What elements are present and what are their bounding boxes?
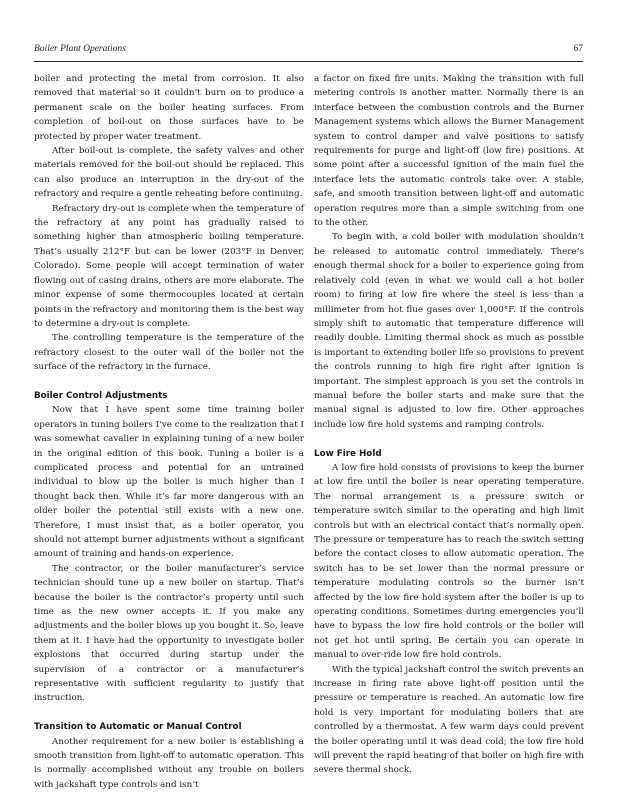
section-heading-transition: Transition to Automatic or Manual Control (34, 722, 242, 733)
paragraph: With the typical jackshaft control the switch prevents an increase in firing rate above light-off position until the pressure or temperature is reached. An automatic low fire hold is very important for modulating boilers that are controlled by a thermostat. A few warm days could prevent the boiler operating until it was dead cold; the low fire hold will prevent the rapid heating of that boiler on high fire with severe thermal shock. (314, 664, 584, 776)
section-gap (34, 706, 304, 720)
running-title: Boiler Plant Operations (34, 44, 126, 54)
paragraph: To begin with, a cold boiler with modulation shouldn’t be released to automatic control immediately. There’s enough thermal shock for a boiler to experience going from relatively cold (even in what we would call a hot boiler room) to firing at low fire where the steel is less than a millimeter from hot flue gases over 1,000°F. If the controls simply shift to automatic that temperature difference will readily double. Limiting thermal shock as much as possible is important to extending boiler life so provisions to prevent the controls running to high fire right after ignition is important. The simplest approach is you set the controls in manual before the boiler starts and make sure that the manual signal is adjusted to low fire. Other approaches include low fire hold systems and ramping controls. (314, 232, 584, 430)
running-header (34, 44, 583, 60)
header-rule (34, 61, 583, 62)
paragraph: a factor on fixed fire units. Making the transition with full metering controls is another matter. Normally there is an interface between the combustion controls and the Burner Management systems which allows the Burner Management system to control damper and valve positions to satisfy requirements for purge and light-off (low fire) positions. At some point after a successful ignition of the main fuel the interface lets the automatic controls take over. A stable, safe, and smooth transition between light-off and automatic operation requires more than a simple switching from one to the other. (314, 74, 584, 229)
page-number: 67 (573, 44, 583, 54)
paragraph: Another requirement for a new boiler is establishing a smooth transition from light-off to automatic operation. This is normally accomplished without any trouble on boilers with jackshaft type controls and isn’t (34, 736, 304, 790)
section-heading-low-fire-hold: Low Fire Hold (314, 448, 382, 459)
right-column (314, 72, 584, 778)
paragraph: The controlling temperature is the temperature of the refractory closest to the outer wall of the boiler not the surface of the refractory in the furnace. (34, 333, 304, 373)
section-heading-boiler-control: Boiler Control Adjustments (34, 390, 168, 401)
paragraph: A low fire hold consists of provisions to keep the burner at low fire until the boiler is near operating temperature. The normal arrangement is a pressure switch or temperature switch similar to the operating and high limit controls but with an electrical contact that’s normally open. The pressure or temperature has to reach the switch setting before the contact closes to allow automatic operation. The switch has to be set lower than the normal pressure or temperature modulating controls so the burner isn’t affected by the low fire hold system after the boiler is up to operating conditions. Sometimes during emergencies you’ll have to bypass the low fire hold controls or the boiler will not get hot until spring. Be certain you can operate in manual to over-ride low fire hold controls. (314, 462, 584, 661)
paragraph: boiler and protecting the metal from corrosion. It also removed that material so it couldn’t burn on to produce a permanent scale on the boiler heating surfaces. From completion of boil-out on those surfaces have to be protected by proper water treatment. (34, 74, 304, 142)
paragraph: Refractory dry-out is complete when the temperature of the refractory at any point has gradually raised to something higher than atmospheric boiling temperature. That’s usually 212°F but can be lower (203°F in Denver, Colorado). Some people will accept termination of water flowing out of casing drains, others are more elaborate. The minor expense of some thermocouples located at certain points in the refractory and monitoring them is the best way to determine a dry-out is complete. (34, 203, 304, 329)
paragraph: Now that I have spent some time training boiler operators in tuning boilers I’ve come to the realization that I was somewhat cavalier in explaining tuning of a new boiler in the original edition of this book. Tuning a boiler is a complicated process and potential for an untrained individual to blow up the boiler is much higher than I thought back then. While it’s far more dangerous with an older boiler the potential still exists with a new one. Therefore, I must insist that, as a boiler operator, you should not attempt burner adjustments without a significant amount of training and hands-on experience. (34, 405, 304, 560)
left-column (34, 72, 304, 792)
section-gap (34, 375, 304, 389)
section-gap (314, 432, 584, 446)
paragraph: The contractor, or the boiler manufacturer’s service technician should tune up a new boiler on startup. That’s because the boiler is the contractor’s property until such time as the new owner accepts it. If you make any adjustments and the boiler blows up you bought it. So, leave them at it. I have had the opportunity to investigate boiler explosions that occurred during startup under the supervision of a contractor or a manufacturer’s representative with sufficient regularity to justify that instruction. (34, 563, 304, 704)
paragraph: After boil-out is complete, the safety valves and other materials removed for the boil-out should be replaced. This can also produce an interruption in the dry-out of the refractory and require a gentle reheating before continuing. (34, 146, 304, 200)
